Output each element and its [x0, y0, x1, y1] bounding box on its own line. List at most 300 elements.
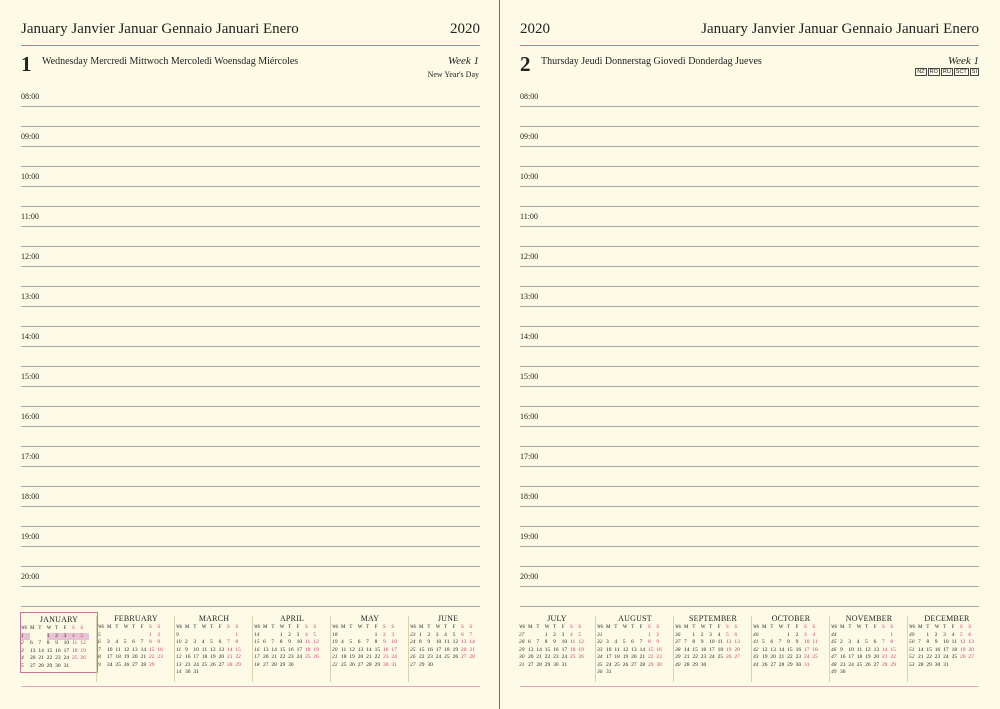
day-cell — [227, 669, 235, 677]
day-cell: 6 — [631, 639, 634, 645]
week-number: 22 — [332, 661, 338, 668]
day-cell: 25 — [569, 654, 576, 660]
day-cell: 3 — [561, 631, 565, 638]
slot-line[interactable] — [520, 186, 979, 187]
day-cell: 11 — [201, 646, 208, 653]
day-cell: 10 — [803, 639, 810, 645]
day-cell: 9 — [427, 639, 431, 645]
day-cell — [107, 632, 115, 640]
week-number: 29 — [519, 646, 525, 653]
day-cell: 18 — [856, 654, 863, 660]
day-cell: 3 — [435, 631, 439, 638]
slot-line[interactable] — [520, 606, 979, 607]
day-number: 2 — [520, 52, 531, 76]
weekday-header: F — [140, 625, 144, 630]
day-cell: 14 — [366, 646, 372, 653]
day-cell — [960, 662, 968, 670]
day-cell: 9 — [795, 639, 799, 645]
weekday-header: M — [606, 625, 611, 630]
day-cell: 14 — [226, 646, 233, 653]
day-cell: 31 — [193, 669, 199, 675]
week-number: 27 — [410, 661, 416, 668]
slot-line[interactable] — [21, 106, 480, 107]
slot-line[interactable] — [520, 246, 979, 247]
week-number: 33 — [597, 646, 603, 653]
hour-label: 14:00 — [520, 332, 539, 341]
slot-line[interactable] — [21, 606, 480, 607]
weekday-header: T — [444, 625, 448, 630]
day-cell — [779, 632, 787, 640]
weekday-header: F — [296, 625, 300, 630]
day-cell: 17 — [709, 646, 715, 653]
slot-line[interactable] — [520, 386, 979, 387]
region-code: NZ — [917, 69, 925, 75]
weekday-header: F — [63, 626, 67, 631]
slot-line[interactable] — [21, 346, 480, 347]
weekday-header: M — [918, 625, 923, 630]
weekday-header: T — [692, 625, 696, 630]
mini-calendar-february — [98, 612, 174, 669]
day-cell — [812, 662, 820, 670]
day-cell: 15 — [926, 646, 932, 653]
month-names-title: January Janvier Januar Gennaio Januari Enero — [21, 21, 299, 37]
day-cell — [684, 632, 692, 640]
day-cell: 27 — [770, 661, 776, 668]
day-cell: 5 — [725, 631, 729, 638]
day-cell: 29 — [46, 662, 53, 669]
day-cell: 4 — [614, 639, 618, 645]
weekday-header: W — [279, 625, 285, 630]
day-cell: 2 — [382, 631, 386, 638]
weekday-header: S — [71, 626, 75, 631]
day-cell — [718, 662, 726, 670]
day-cell: 2 — [427, 631, 431, 638]
day-cell — [578, 662, 586, 670]
day-cell: 20 — [357, 654, 364, 660]
slot-line[interactable] — [21, 286, 480, 287]
day-cell: 8 — [544, 639, 548, 645]
day-cell — [219, 632, 227, 640]
day-cell: 23 — [840, 661, 846, 668]
day-cell: 12 — [622, 646, 629, 653]
day-cell: 21 — [366, 654, 372, 660]
slot-line[interactable] — [520, 506, 979, 507]
day-cell — [536, 632, 544, 640]
day-cell — [968, 662, 976, 670]
day-cell — [770, 632, 778, 640]
weekday-header: F — [717, 625, 721, 630]
day-cell: 13 — [873, 646, 880, 653]
hour-label: 16:00 — [520, 412, 539, 421]
day-cell: 17 — [435, 646, 442, 653]
day-cell: 21 — [778, 654, 785, 660]
mini-calendar-month-name: SEPTEMBER — [688, 614, 738, 623]
mini-calendar-month-name: DECEMBER — [924, 614, 970, 623]
slot-line[interactable] — [520, 486, 979, 487]
week-label: Week 1 — [947, 55, 979, 67]
day-cell — [631, 632, 639, 640]
header-divider — [21, 45, 480, 46]
weekday-header: Wk — [519, 625, 526, 630]
region-code: RO — [929, 69, 938, 75]
day-cell: 12 — [80, 640, 86, 646]
slot-line[interactable] — [21, 386, 480, 387]
day-cell — [341, 632, 349, 640]
week-number: 38 — [675, 646, 681, 653]
day-cell — [709, 662, 717, 670]
slot-line[interactable] — [520, 406, 979, 407]
weekday-header: S — [647, 625, 651, 630]
slot-line[interactable] — [21, 246, 480, 247]
day-cell: 2 — [934, 631, 938, 638]
calendar-divider — [751, 616, 752, 682]
day-cell: 20 — [770, 654, 776, 660]
day-cell: 21 — [271, 654, 277, 660]
day-cell — [614, 669, 622, 677]
day-cell — [132, 632, 140, 640]
slot-line[interactable] — [21, 326, 480, 327]
hour-label: 18:00 — [21, 492, 40, 501]
weekday-header: F — [795, 625, 799, 630]
day-cell: 20 — [263, 654, 269, 660]
weekday-header: Wk — [831, 625, 838, 630]
day-cell: 9 — [288, 639, 291, 645]
day-cell: 9 — [656, 639, 660, 645]
slot-line[interactable] — [520, 226, 979, 227]
hour-label: 08:00 — [21, 92, 40, 101]
day-cell: 18 — [115, 654, 121, 660]
day-cell: 1 — [787, 631, 790, 638]
day-cell: 6 — [528, 639, 531, 645]
day-cell: 11 — [71, 640, 78, 646]
day-cell — [72, 663, 80, 671]
day-cell: 7 — [38, 640, 42, 646]
day-cell: 13 — [734, 639, 740, 645]
day-cell: 26 — [622, 661, 629, 668]
day-cell — [623, 669, 631, 677]
slot-line[interactable] — [21, 306, 480, 307]
slot-line[interactable] — [21, 546, 480, 547]
day-cell: 15 — [46, 647, 53, 654]
day-cell: 2 — [157, 631, 161, 638]
slot-line[interactable] — [520, 586, 979, 587]
day-cell: 22 — [647, 654, 654, 660]
day-cell: 22 — [235, 654, 241, 660]
day-cell: 8 — [46, 640, 50, 646]
day-cell: 31 — [561, 661, 568, 668]
day-cell: 25 — [341, 661, 347, 668]
day-cell: 31 — [606, 669, 612, 675]
day-cell: 5 — [313, 631, 317, 638]
calendar-divider — [330, 616, 331, 682]
weekday-header: T — [349, 625, 353, 630]
day-cell: 19 — [959, 646, 966, 653]
day-cell — [631, 669, 639, 677]
day-cell: 16 — [700, 646, 707, 653]
weekday-header: T — [288, 625, 292, 630]
slot-line[interactable] — [520, 346, 979, 347]
weekday-header: T — [943, 625, 947, 630]
day-cell: 15 — [647, 646, 654, 653]
slot-line[interactable] — [520, 426, 979, 427]
day-cell: 28 — [271, 661, 277, 668]
slot-line[interactable] — [21, 226, 480, 227]
week-number: 48 — [831, 661, 837, 668]
week-number: 8 — [98, 654, 101, 660]
day-cell: 23 — [157, 654, 163, 660]
day-cell: 11 — [717, 639, 723, 645]
day-cell — [874, 632, 882, 640]
slot-line[interactable] — [520, 126, 979, 127]
slot-line[interactable] — [520, 206, 979, 207]
day-cell: 7 — [140, 639, 144, 645]
weekday-header: S — [881, 625, 885, 630]
day-cell: 25 — [614, 661, 620, 668]
day-cell: 8 — [692, 639, 696, 645]
weekday-header: W — [778, 625, 784, 630]
slot-line[interactable] — [520, 146, 979, 147]
weekday-header: M — [30, 626, 35, 631]
weekday-header: S — [812, 625, 816, 630]
mini-calendar-july — [519, 612, 595, 669]
day-cell: 9 — [55, 640, 58, 646]
slot-line[interactable] — [520, 106, 979, 107]
weekday-header: S — [734, 625, 738, 630]
weekday-header: T — [631, 625, 635, 630]
slot-line[interactable] — [520, 566, 979, 567]
weekday-header: Wk — [176, 625, 183, 630]
weekday-header: W — [856, 625, 862, 630]
day-cell — [952, 662, 960, 670]
day-cell: 16 — [553, 646, 559, 653]
week-number: 44 — [753, 661, 759, 668]
week-number: 23 — [410, 631, 416, 638]
day-cell: 7 — [469, 631, 473, 638]
day-cell: 29 — [926, 661, 932, 668]
weekday-header: T — [427, 625, 431, 630]
day-cell: 13 — [132, 646, 138, 653]
day-cell: 16 — [934, 646, 941, 653]
week-number: 2 — [21, 640, 24, 646]
slot-line[interactable] — [21, 526, 480, 527]
day-cell: 30 — [288, 661, 294, 668]
week-number: 15 — [254, 639, 260, 645]
slot-line[interactable] — [21, 566, 480, 567]
day-cell: 23 — [553, 654, 559, 660]
slot-line[interactable] — [520, 546, 979, 547]
week-number: 50 — [909, 639, 915, 645]
week-number: 49 — [909, 631, 915, 638]
slot-line[interactable] — [520, 286, 979, 287]
hour-label: 09:00 — [21, 132, 40, 141]
day-cell: 15 — [544, 646, 551, 653]
day-cell: 14 — [140, 646, 147, 653]
day-cell: 3 — [296, 631, 300, 638]
weekday-header: T — [926, 625, 930, 630]
day-cell: 23 — [934, 654, 941, 660]
day-cell: 15 — [148, 646, 155, 653]
day-cell: 4 — [951, 631, 955, 638]
day-cell: 19 — [762, 654, 768, 660]
slot-line[interactable] — [21, 366, 480, 367]
day-cell: 11 — [812, 639, 818, 645]
day-cell: 5 — [865, 639, 868, 645]
day-cell: 23 — [382, 654, 389, 660]
weekday-header: T — [848, 625, 852, 630]
slot-line[interactable] — [520, 326, 979, 327]
weekday-header: T — [709, 625, 713, 630]
slot-line[interactable] — [520, 166, 979, 167]
weekday-header: S — [725, 625, 729, 630]
slot-line[interactable] — [520, 446, 979, 447]
day-cell: 16 — [427, 646, 433, 653]
day-cell: 4 — [201, 639, 205, 645]
day-cell: 3 — [848, 639, 852, 645]
day-cell: 4 — [304, 631, 308, 638]
day-cell — [30, 633, 38, 641]
mini-calendar-month-name: MAY — [360, 614, 380, 623]
day-cell: 13 — [968, 639, 974, 645]
day-cell: 5 — [578, 631, 582, 638]
day-cell: 2 — [288, 631, 291, 638]
weekday-header: Wk — [753, 625, 760, 630]
hour-label: 17:00 — [520, 452, 539, 461]
weekday-header: Wk — [909, 625, 916, 630]
weekday-header: T — [115, 625, 119, 630]
slot-line[interactable] — [21, 446, 480, 447]
day-cell — [38, 633, 46, 641]
mini-calendar-month-name: AUGUST — [618, 614, 652, 623]
slot-line[interactable] — [520, 366, 979, 367]
day-cell — [640, 632, 648, 640]
day-cell: 26 — [865, 661, 871, 668]
day-cell: 17 — [803, 646, 810, 653]
day-cell: 17 — [606, 654, 612, 660]
day-cell: 6 — [263, 639, 266, 645]
day-cell — [349, 632, 357, 640]
day-cell: 11 — [115, 646, 121, 653]
day-cell: 5 — [210, 639, 213, 645]
day-cell: 22 — [926, 654, 932, 660]
day-cell: 10 — [63, 640, 70, 646]
day-cell: 20 — [132, 654, 138, 660]
day-cell: 1 — [926, 631, 930, 638]
day-cell: 10 — [193, 646, 199, 653]
day-cell: 7 — [639, 639, 643, 645]
slot-line[interactable] — [520, 266, 979, 267]
slot-line[interactable] — [21, 406, 480, 407]
slot-line[interactable] — [21, 426, 480, 427]
day-names: Thursday Jeudi Donnerstag Giovedì Donderdag Jueves — [541, 56, 762, 67]
day-cell: 17 — [943, 646, 949, 653]
slot-line[interactable] — [21, 486, 480, 487]
calendar-divider — [673, 616, 674, 682]
day-cell: 3 — [606, 639, 609, 645]
day-cell: 7 — [536, 639, 540, 645]
weekday-header: Wk — [254, 625, 261, 630]
day-cell: 26 — [313, 654, 319, 660]
calendar-divider — [96, 616, 97, 682]
day-cell: 13 — [263, 646, 269, 653]
slot-line[interactable] — [21, 166, 480, 167]
slot-line[interactable] — [21, 586, 480, 587]
day-cell: 18 — [201, 654, 208, 660]
slot-line[interactable] — [21, 126, 480, 127]
day-cell: 8 — [279, 639, 283, 645]
weekday-header: S — [469, 625, 473, 630]
slot-line[interactable] — [520, 526, 979, 527]
weekday-header: M — [840, 625, 845, 630]
weekday-header: F — [639, 625, 643, 630]
weekday-header: W — [201, 625, 207, 630]
day-cell: 28 — [38, 662, 44, 669]
day-cell: 22 — [890, 654, 896, 660]
week-number: 47 — [831, 654, 837, 660]
day-cell: 17 — [848, 654, 854, 660]
week-number: 30 — [519, 654, 525, 660]
day-cell — [865, 669, 873, 677]
day-cell: 2 — [840, 639, 843, 645]
week-number: 36 — [675, 631, 681, 638]
day-cell: 11 — [951, 639, 957, 645]
day-cell: 7 — [366, 639, 369, 645]
slot-line[interactable] — [21, 506, 480, 507]
day-cell: 20 — [968, 646, 974, 653]
slot-line[interactable] — [21, 206, 480, 207]
day-cell: 30 — [382, 661, 389, 668]
mini-calendar-month-name: NOVEMBER — [845, 614, 893, 623]
mini-calendar-august — [597, 612, 673, 677]
day-cell: 12 — [313, 639, 319, 645]
slot-line[interactable] — [520, 306, 979, 307]
day-cell: 6 — [460, 631, 464, 638]
hour-label: 09:00 — [520, 132, 539, 141]
holiday-region-codes — [914, 69, 979, 75]
day-cell — [469, 662, 477, 670]
hour-label: 20:00 — [520, 572, 539, 581]
day-cell: 12 — [452, 639, 459, 645]
day-cell — [210, 632, 218, 640]
week-number: 43 — [753, 654, 759, 660]
day-cell: 10 — [107, 646, 113, 653]
day-cell: 17 — [391, 646, 397, 653]
mini-calendar-april — [254, 612, 330, 669]
slot-line[interactable] — [21, 186, 480, 187]
weekday-header: M — [419, 625, 424, 630]
weekday-header: W — [435, 625, 441, 630]
weekday-header: T — [38, 626, 42, 631]
weekday-header: F — [561, 625, 565, 630]
day-cell: 13 — [631, 646, 637, 653]
slot-line[interactable] — [21, 146, 480, 147]
day-cell: 18 — [812, 646, 818, 653]
day-cell: 22 — [148, 654, 155, 660]
day-cell: 28 — [536, 661, 542, 668]
week-number: 1 — [21, 633, 30, 641]
day-cell: 27 — [30, 662, 36, 669]
day-cell: 4 — [569, 631, 573, 638]
day-cell: 31 — [943, 661, 949, 668]
day-cell: 19 — [622, 654, 629, 660]
calendar-divider — [252, 616, 253, 682]
week-number: 9 — [98, 661, 101, 668]
slot-line[interactable] — [21, 466, 480, 467]
week-number: 53 — [909, 661, 915, 668]
slot-line[interactable] — [21, 266, 480, 267]
day-cell: 12 — [578, 639, 584, 645]
mini-calendar-december — [909, 612, 985, 669]
slot-line[interactable] — [520, 466, 979, 467]
